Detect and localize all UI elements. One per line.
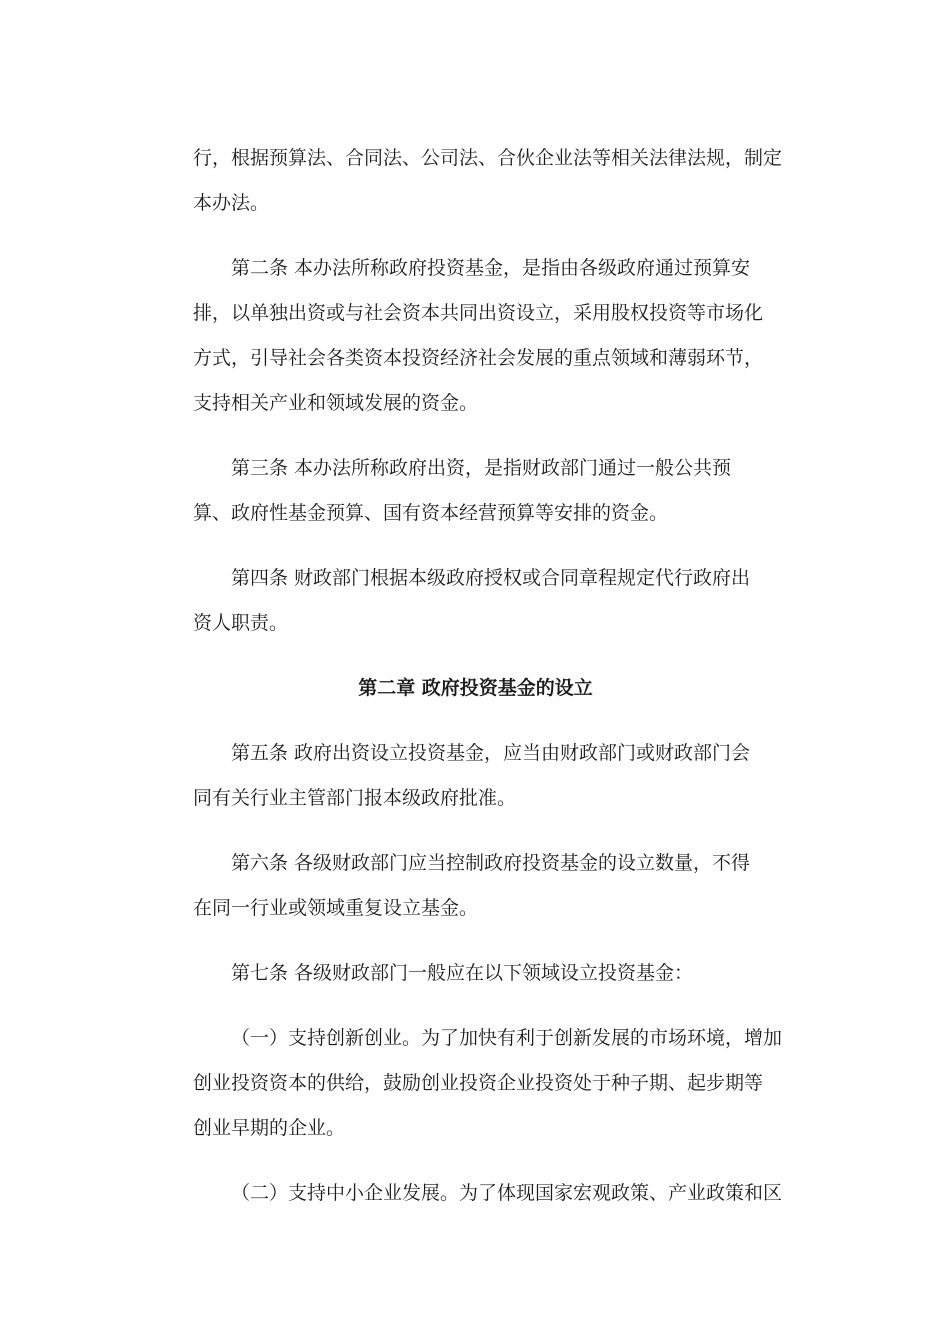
article-7-item-2 bbox=[193, 1171, 783, 1216]
text-line: 资人职责。 bbox=[193, 612, 289, 634]
paragraph-intro-continuation bbox=[193, 136, 783, 226]
article-6 bbox=[193, 841, 758, 931]
text-line: 支持相关产业和领域发展的资金。 bbox=[193, 392, 479, 414]
text-line: （二）支持中小企业发展。为了体现国家宏观政策、产业政策和区 bbox=[231, 1182, 783, 1204]
text-line: 算、政府性基金预算、国有资本经营预算等安排的资金。 bbox=[193, 502, 669, 524]
text-line: 同有关行业主管部门报本级政府批准。 bbox=[193, 787, 517, 809]
text-line: （一）支持创新创业。为了加快有利于创新发展的市场环境，增加 bbox=[231, 1027, 783, 1049]
text-line: 第三条 本办法所称政府出资，是指财政部门通过一般公共预 bbox=[231, 457, 732, 479]
chapter-title: 第二章 政府投资基金的设立 bbox=[358, 677, 593, 699]
document-body bbox=[193, 136, 783, 1236]
text-line: 第六条 各级财政部门应当控制政府投资基金的设立数量，不得 bbox=[231, 852, 751, 874]
text-line: 第四条 财政部门根据本级政府授权或合同章程规定代行政府出 bbox=[231, 567, 751, 589]
text-line: 第五条 政府出资设立投资基金，应当由财政部门或财政部门会 bbox=[231, 742, 751, 764]
text-line: 行，根据预算法、合同法、公司法、合伙企业法等相关法律法规，制定 bbox=[193, 147, 783, 169]
article-3 bbox=[193, 446, 758, 536]
chapter-heading bbox=[193, 666, 758, 711]
article-5 bbox=[193, 731, 758, 821]
text-line: 创业投资资本的供给，鼓励创业投资企业投资处于种子期、起步期等 bbox=[193, 1072, 764, 1094]
text-line: 本办法。 bbox=[193, 192, 270, 214]
text-line: 创业早期的企业。 bbox=[193, 1117, 346, 1139]
text-line: 方式，引导社会各类资本投资经济社会发展的重点领域和薄弱环节， bbox=[193, 347, 764, 369]
text-line: 第二条 本办法所称政府投资基金，是指由各级政府通过预算安 bbox=[231, 257, 751, 279]
text-line: 在同一行业或领域重复设立基金。 bbox=[193, 897, 479, 919]
text-line: 排，以单独出资或与社会资本共同出资设立，采用股权投资等市场化 bbox=[193, 302, 764, 324]
article-7-item-1 bbox=[193, 1016, 783, 1151]
article-7 bbox=[193, 951, 758, 996]
article-2 bbox=[193, 246, 764, 426]
text-line: 第七条 各级财政部门一般应在以下领域设立投资基金： bbox=[231, 962, 694, 984]
article-4 bbox=[193, 556, 758, 646]
